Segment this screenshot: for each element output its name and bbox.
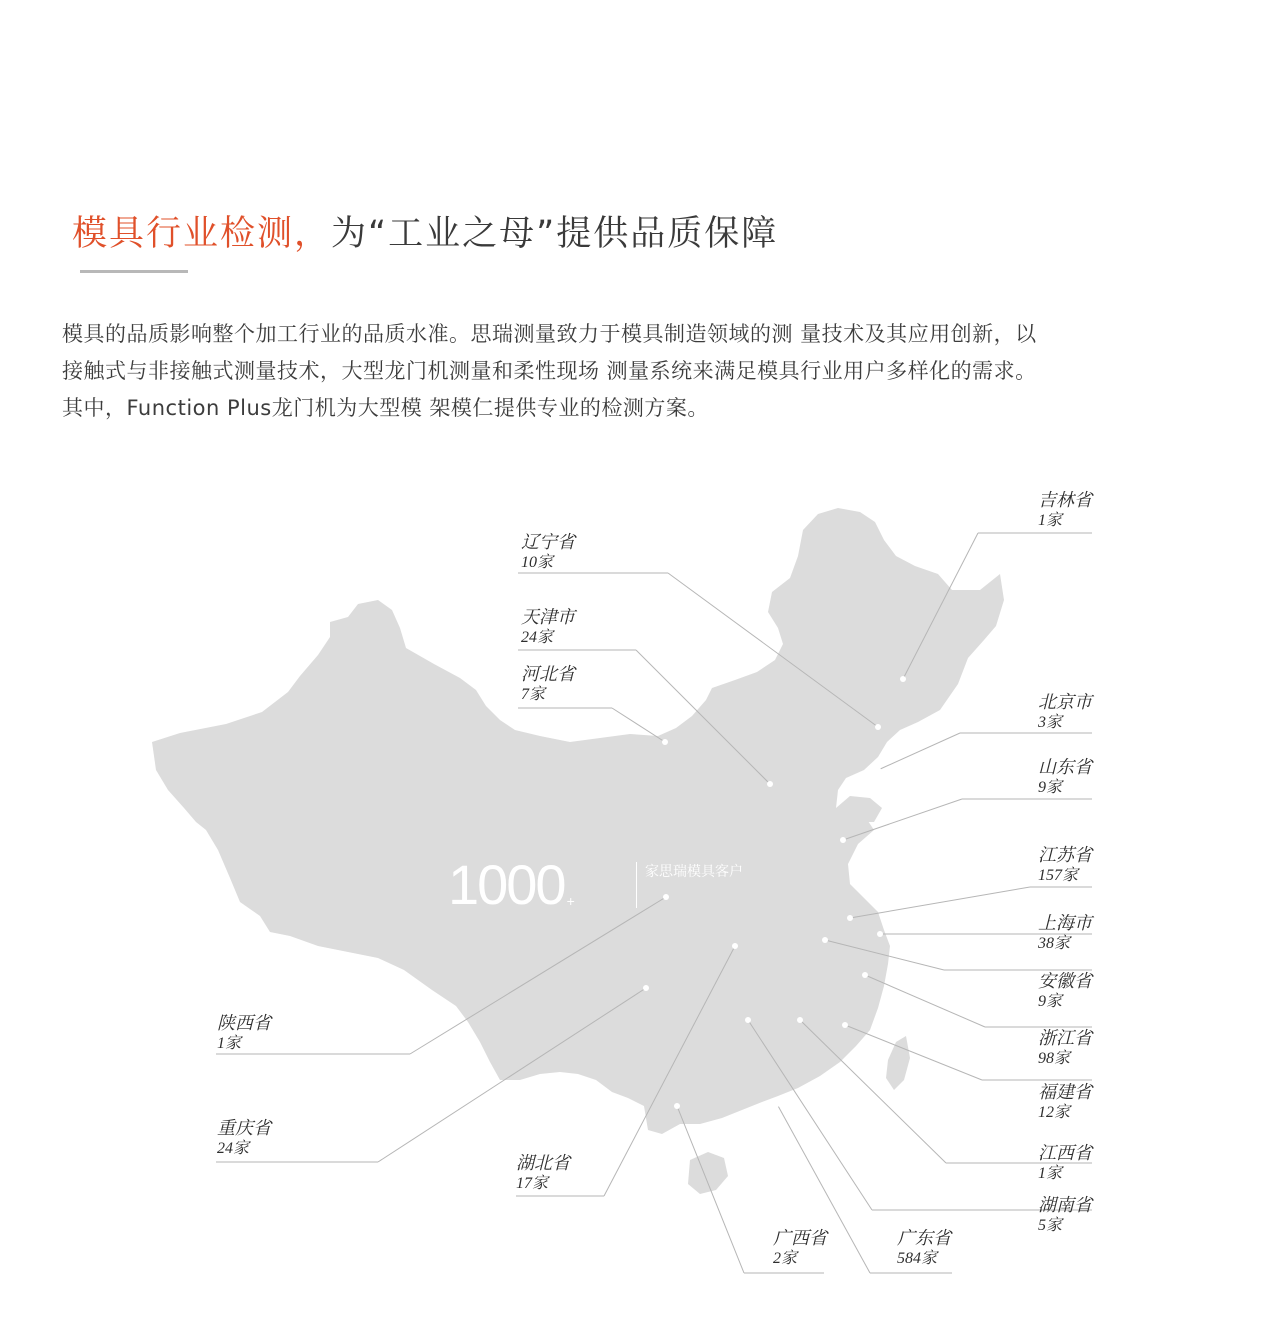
region-label-jilin xyxy=(1038,490,1092,531)
city-dot-tianjin xyxy=(767,781,773,787)
total-customers-number xyxy=(448,852,573,917)
region-count: 1家 xyxy=(217,1035,242,1052)
region-count: 98家 xyxy=(1038,1050,1071,1067)
region-count: 5家 xyxy=(1038,1217,1063,1234)
region-name: 广西省 xyxy=(773,1228,827,1248)
region-count: 9家 xyxy=(1038,993,1063,1010)
total-divider xyxy=(636,862,637,908)
intro-line: 接触式与非接触式测量技术，大型龙门机测量和柔性现场 测量系统来满足模具行业用户多样化的需求。 xyxy=(62,359,1037,383)
region-label-shandong xyxy=(1038,757,1092,798)
region-name: 河北省 xyxy=(521,664,575,684)
mainland-shape xyxy=(152,508,1004,1134)
city-dot-hunan xyxy=(745,1017,751,1023)
region-count: 9家 xyxy=(1038,779,1063,796)
total-customers-caption: 家思瑞模具客户 xyxy=(645,864,743,880)
region-label-hunan xyxy=(1038,1195,1092,1236)
city-dot-hebei xyxy=(662,739,668,745)
leader-line-jiangsu xyxy=(850,887,1030,918)
total-number-value: 1000 xyxy=(448,853,565,916)
region-name: 重庆省 xyxy=(217,1118,271,1138)
region-label-guangxi xyxy=(773,1228,827,1269)
title-rest: 为“工业之母”提供品质保障 xyxy=(331,214,779,254)
city-dot-shaanxi xyxy=(663,894,669,900)
region-name: 安徽省 xyxy=(1038,971,1092,991)
city-dot-beijing xyxy=(875,767,881,773)
city-dot-jiangxi xyxy=(797,1017,803,1023)
region-name: 江西省 xyxy=(1038,1143,1092,1163)
region-name: 辽宁省 xyxy=(521,532,575,552)
city-dot-jiangsu xyxy=(847,915,853,921)
region-count: 2家 xyxy=(773,1250,798,1267)
region-label-shanghai xyxy=(1038,913,1092,954)
leader-line-guangxi xyxy=(677,1106,744,1273)
region-label-jiangxi xyxy=(1038,1143,1092,1184)
region-label-tianjin xyxy=(521,607,575,648)
city-dot-zhejiang xyxy=(862,972,868,978)
city-dot-shandong xyxy=(840,837,846,843)
city-dot-guangdong xyxy=(774,1101,780,1107)
city-dot-jilin xyxy=(900,676,906,682)
region-count: 584家 xyxy=(897,1250,938,1267)
region-label-hubei xyxy=(516,1153,570,1194)
intro-line: 其中，Function Plus龙门机为大型模 架模仁提供专业的检测方案。 xyxy=(62,396,709,420)
region-count: 3家 xyxy=(1038,714,1063,731)
region-label-fujian xyxy=(1038,1082,1092,1123)
region-count: 1家 xyxy=(1038,512,1063,529)
region-name: 天津市 xyxy=(521,607,575,627)
region-label-chongqing xyxy=(217,1118,271,1159)
region-label-beijing xyxy=(1038,692,1092,733)
title-accent: 模具行业检测， xyxy=(72,214,332,254)
region-count: 17家 xyxy=(516,1175,549,1192)
region-name: 北京市 xyxy=(1038,692,1092,712)
city-dot-hubei xyxy=(732,943,738,949)
total-number-suffix: + xyxy=(566,893,575,909)
region-count: 1家 xyxy=(1038,1165,1063,1182)
region-name: 山东省 xyxy=(1038,757,1092,777)
leader-line-jiangxi xyxy=(800,1020,946,1163)
region-count: 10家 xyxy=(521,554,554,571)
taiwan-island xyxy=(886,1036,910,1090)
region-name: 上海市 xyxy=(1038,913,1092,933)
region-name: 吉林省 xyxy=(1038,490,1092,510)
region-count: 157家 xyxy=(1038,867,1079,884)
region-name: 湖北省 xyxy=(516,1153,570,1173)
region-label-zhejiang xyxy=(1038,1028,1092,1069)
region-count: 7家 xyxy=(521,686,546,703)
region-name: 广东省 xyxy=(897,1228,951,1248)
region-name: 江苏省 xyxy=(1038,845,1092,865)
region-count: 24家 xyxy=(217,1140,250,1157)
city-dot-guangxi xyxy=(674,1103,680,1109)
region-count: 12家 xyxy=(1038,1104,1071,1121)
city-dot-shanghai xyxy=(877,931,883,937)
region-label-anhui xyxy=(1038,971,1092,1012)
region-label-liaoning xyxy=(521,532,575,573)
intro-line: 模具的品质影响整个加工行业的品质水准。思瑞测量致力于模具制造领域的测 量技术及其应用创新，以 xyxy=(62,322,1037,346)
region-label-jiangsu xyxy=(1038,845,1092,886)
region-name: 湖南省 xyxy=(1038,1195,1092,1215)
city-dot-chongqing xyxy=(643,985,649,991)
city-dot-anhui xyxy=(822,937,828,943)
region-label-shaanxi xyxy=(217,1013,271,1054)
region-label-guangdong xyxy=(897,1228,951,1269)
region-name: 浙江省 xyxy=(1038,1028,1092,1048)
region-count: 24家 xyxy=(521,629,554,646)
region-name: 陕西省 xyxy=(217,1013,271,1033)
city-dot-fujian xyxy=(842,1022,848,1028)
region-count: 38家 xyxy=(1038,935,1071,952)
city-dot-liaoning xyxy=(875,724,881,730)
region-label-hebei xyxy=(521,664,575,705)
hainan-island xyxy=(688,1152,728,1194)
region-name: 福建省 xyxy=(1038,1082,1092,1102)
map-land xyxy=(152,508,1004,1194)
leader-line-zhejiang xyxy=(865,975,985,1027)
leader-line-fujian xyxy=(845,1025,982,1080)
